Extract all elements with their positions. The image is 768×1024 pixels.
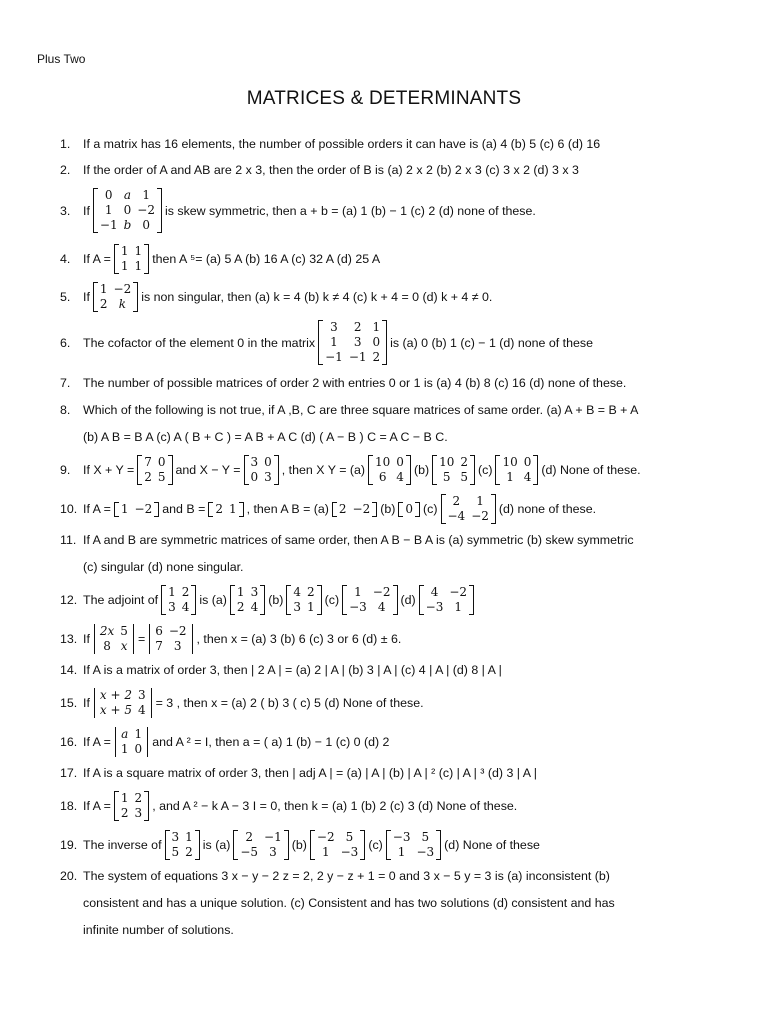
matrix-cell: −3	[340, 845, 359, 859]
matrix-cell: 3	[269, 845, 277, 859]
question-number: 18.	[60, 799, 78, 813]
question-text: If	[83, 203, 90, 218]
question-number: 10.	[60, 502, 78, 516]
matrix-cell: 6	[378, 470, 387, 484]
matrix-cell: 2	[372, 350, 381, 364]
matrix	[495, 455, 538, 485]
option-label: (b)	[413, 463, 430, 477]
matrix-cell: −2	[372, 585, 391, 599]
matrix-cell: 2	[215, 501, 223, 516]
question-number: 4.	[60, 252, 71, 266]
question-15	[60, 688, 744, 718]
question-text: (d) None of these.	[541, 463, 641, 477]
question-text: The number of possible matrices of order 2 with entries 0 or 1 is (a) 4 (b) 8 (c) 16 (d) none of these.	[83, 376, 627, 390]
matrix-cell: 4	[137, 703, 146, 717]
matrix	[114, 791, 149, 821]
question-text: then A ⁵= (a) 5 A (b) 16 A (c) 32 A (d) 25 A	[152, 252, 381, 266]
matrix-cell: −3	[416, 845, 435, 859]
question-text: , then x = (a) 3 (b) 6 (c) 3 or 6 (d) ± 6.	[196, 632, 402, 646]
matrix	[432, 455, 475, 485]
matrix-cell: 0	[396, 455, 404, 469]
matrix-cell: 5	[460, 470, 469, 484]
question-text: is (a)	[199, 593, 227, 607]
question-text: If a matrix has 16 elements, the number of possible orders it can have is (a) 4 (b) 5 (c) 6 (d) 16	[83, 137, 601, 151]
matrix-cell: 8	[103, 639, 111, 653]
question-text: , then X Y = (a)	[281, 463, 366, 477]
matrix-cell: −3	[425, 600, 444, 614]
matrix-cell: 1	[454, 600, 463, 614]
question-text: is (a)	[202, 838, 231, 852]
matrix-cell: 3	[330, 320, 338, 334]
matrix-cell: 0	[142, 218, 150, 232]
matrix-cell: 1	[185, 830, 193, 844]
matrix-cell: 3	[137, 688, 146, 702]
question-number: 3.	[60, 203, 71, 218]
matrix-cell: 3	[353, 335, 362, 349]
question-text: If	[83, 290, 90, 304]
matrix-cell: 1	[372, 320, 381, 334]
question-text: If A =	[83, 735, 111, 749]
matrix-cell: 7	[144, 455, 152, 469]
question-number: 16.	[60, 735, 78, 749]
question-2	[60, 163, 744, 177]
question-number: 6.	[60, 335, 71, 350]
matrix-cell: 1	[168, 585, 176, 599]
question-text: and X − Y =	[175, 463, 241, 477]
question-number: 1.	[60, 137, 71, 151]
question-number: 8.	[60, 403, 71, 417]
question-5	[60, 282, 744, 312]
matrix-cell: 2	[452, 494, 461, 508]
question-text: and A ² = I, then a = ( a) 1 (b) − 1 (c) 0 (d) 2	[152, 735, 390, 749]
matrix-cell: 2	[338, 501, 347, 516]
matrix	[318, 320, 387, 365]
matrix-cell: 10	[502, 455, 518, 469]
matrix	[165, 830, 200, 860]
question-17	[60, 766, 744, 780]
question-text: If A is a square matrix of order 3, then | adj A | = (a) | A | (b) | A | ² (c) | A | ³ (d) 3 | A |	[83, 766, 538, 780]
question-6	[60, 320, 744, 365]
question-text: The inverse of	[83, 838, 162, 852]
question-20	[60, 869, 744, 883]
matrix-cell: 4	[523, 470, 532, 484]
matrix	[368, 455, 411, 485]
matrix-cell: −1	[264, 830, 282, 844]
question-number: 5.	[60, 290, 71, 304]
question-19	[60, 830, 744, 860]
question-number: 12.	[60, 593, 78, 607]
question-8	[60, 403, 744, 417]
question-number: 2.	[60, 163, 71, 177]
question-1	[60, 137, 744, 151]
matrix-cell: 2	[307, 585, 315, 599]
matrix-cell: −2	[134, 501, 153, 516]
matrix-cell: 3	[264, 470, 272, 484]
matrix-cell: 2	[353, 320, 362, 334]
matrix-cell: 0	[157, 455, 166, 469]
matrix-cell: 1	[120, 791, 129, 805]
matrix	[398, 502, 420, 517]
matrix-cell: 5	[345, 830, 354, 844]
matrix	[233, 830, 288, 860]
matrix-cell: 5	[171, 845, 180, 859]
matrix-cell: −2	[137, 203, 155, 217]
question-8-continued: (b) A B = B A (c) A ( B + C ) = A B + A C (d) ( A − B ) C = A C − B C.	[83, 430, 448, 444]
matrix-cell: 1	[330, 335, 338, 349]
matrix-cell: 4	[377, 600, 386, 614]
question-text: is skew symmetric, then a + b = (a) 1 (b) − 1 (c) 2 (d) none of these.	[164, 203, 536, 218]
matrix-cell: 4	[430, 585, 439, 599]
matrix-cell: 0	[123, 203, 132, 217]
determinant	[93, 624, 135, 654]
question-13	[60, 624, 744, 654]
matrix-cell: 1	[397, 845, 406, 859]
matrix-cell: 1	[142, 188, 150, 202]
matrix-cell: 1	[120, 742, 129, 756]
matrix-cell: 3	[173, 639, 182, 653]
matrix-cell: 1	[99, 282, 108, 296]
question-18	[60, 791, 744, 821]
matrix-cell: −4	[447, 509, 466, 523]
matrix-cell: 10	[375, 455, 391, 469]
matrix-cell: 0	[523, 455, 532, 469]
question-text: If A and B are symmetric matrices of same order, then A B − B A is (a) symmetric (b) skew symmetric	[83, 533, 634, 547]
question-7	[60, 376, 744, 390]
question-number: 20.	[60, 869, 78, 883]
question-10	[60, 494, 744, 524]
matrix-cell: 1	[354, 585, 362, 599]
matrix-cell: 0	[134, 742, 143, 756]
matrix-cell: 5	[421, 830, 430, 844]
matrix	[93, 188, 162, 233]
matrix-cell: 1	[104, 203, 113, 217]
matrix-cell: 1	[307, 600, 315, 614]
matrix-cell: 4	[396, 470, 404, 484]
matrix-cell: −2	[168, 624, 187, 638]
matrix-cell: 5	[442, 470, 451, 484]
matrix-cell: k	[118, 297, 127, 311]
matrix-cell: −3	[349, 600, 367, 614]
question-text: The system of equations 3 x − y − 2 z = 2, 2 y − z + 1 = 0 and 3 x − 5 y = 3 is (a) inconsistent (b)	[83, 869, 610, 883]
matrix-cell: 4	[293, 585, 301, 599]
question-text: , then A B = (a)	[246, 502, 329, 516]
matrix-cell: 4	[250, 600, 259, 614]
matrix-cell: 2	[236, 600, 245, 614]
question-11-continued: (c) singular (d) none singular.	[83, 560, 244, 574]
matrix-cell: a	[121, 727, 129, 741]
matrix-cell: 2	[181, 585, 190, 599]
question-number: 15.	[60, 696, 78, 710]
matrix-cell: 2	[134, 791, 143, 805]
matrix	[230, 585, 265, 615]
question-text: (d) None of these	[444, 838, 540, 852]
question-text: and B =	[162, 502, 206, 516]
matrix-cell: −1	[325, 350, 343, 364]
matrix-cell: 1	[228, 501, 237, 516]
question-number: 17.	[60, 766, 78, 780]
question-20-continued: infinite number of solutions.	[83, 923, 234, 937]
question-text: =	[137, 632, 146, 646]
matrix	[332, 502, 377, 517]
matrix	[208, 502, 243, 517]
question-number: 11.	[60, 533, 77, 547]
question-11	[60, 533, 744, 547]
page-header: Plus Two	[37, 52, 86, 66]
matrix-cell: 6	[155, 624, 163, 638]
question-20-continued: consistent and has a unique solution. (c) Consistent and has two solutions (d) consistent and has	[83, 896, 615, 910]
question-text: If A =	[83, 252, 111, 266]
matrix-cell: 1	[120, 259, 129, 273]
matrix	[137, 455, 172, 485]
question-3	[60, 188, 744, 233]
matrix-cell: −2	[449, 585, 468, 599]
option-label: (c)	[324, 593, 340, 607]
matrix-cell: 2x	[99, 624, 115, 638]
matrix	[114, 244, 149, 274]
question-text: Which of the following is not true, if A ,B, C are three square matrices of same order. (a) A + B = B + A	[83, 403, 639, 417]
determinant	[93, 688, 153, 718]
matrix-cell: −1	[99, 218, 118, 232]
question-text: If	[83, 632, 90, 646]
matrix-cell: −2	[113, 282, 132, 296]
matrix	[342, 585, 397, 615]
matrix-cell: a	[123, 188, 132, 202]
option-label: (b)	[291, 838, 307, 852]
option-label: (b)	[268, 593, 284, 607]
matrix-cell: 0	[372, 335, 381, 349]
matrix	[114, 502, 159, 517]
matrix-cell: −2	[352, 501, 371, 516]
matrix-cell: 2	[245, 830, 254, 844]
matrix-cell: x + 5	[99, 703, 132, 717]
matrix	[93, 282, 138, 312]
page-title: MATRICES & DETERMINANTS	[246, 88, 522, 109]
matrix-cell: 0	[264, 455, 272, 469]
matrix-cell: 1	[120, 501, 129, 516]
matrix-cell: b	[123, 218, 132, 232]
matrix-cell: 1	[134, 244, 143, 258]
option-label: (c)	[423, 502, 438, 516]
question-number: 9.	[60, 463, 71, 477]
question-16	[60, 727, 744, 757]
question-text: The adjoint of	[83, 593, 159, 607]
question-14	[60, 663, 744, 677]
question-number: 14.	[60, 663, 78, 677]
matrix-cell: 3	[293, 600, 301, 614]
matrix-cell: 2	[144, 470, 152, 484]
matrix-cell: 4	[181, 600, 190, 614]
matrix-cell: 5	[120, 624, 128, 638]
question-text: If A =	[83, 502, 111, 516]
matrix	[114, 727, 149, 757]
matrix-cell: 3	[134, 806, 143, 820]
question-4	[60, 244, 744, 274]
matrix-cell: 1	[476, 494, 484, 508]
question-text: If	[83, 696, 90, 710]
question-text: If A is a matrix of order 3, then | 2 A | = (a) 2 | A | (b) 3 | A | (c) 4 | A | (d) 8 | A |	[83, 663, 502, 677]
matrix-cell: 2	[460, 455, 469, 469]
matrix-cell: 2	[120, 806, 129, 820]
question-number: 7.	[60, 376, 71, 390]
question-text: = 3 , then x = (a) 2 ( b) 3 ( c) 5 (d) None of these.	[155, 696, 424, 710]
matrix	[386, 830, 441, 860]
question-9	[60, 455, 744, 485]
matrix-cell: 3	[168, 600, 176, 614]
matrix-cell: −2	[316, 830, 335, 844]
matrix	[161, 585, 196, 615]
option-label: (c)	[368, 838, 383, 852]
matrix-cell: 1	[134, 727, 143, 741]
matrix-cell: 3	[171, 830, 180, 844]
matrix	[441, 494, 496, 524]
option-label: (d)	[400, 593, 416, 607]
question-text: is non singular, then (a) k = 4 (b) k ≠ 4 (c) k + 4 = 0 (d) k + 4 ≠ 0.	[141, 290, 493, 304]
matrix	[286, 585, 321, 615]
matrix-cell: 3	[250, 455, 259, 469]
matrix-cell: 7	[155, 639, 163, 653]
matrix-cell: 0	[104, 188, 113, 202]
question-text: (d) none of these.	[498, 502, 597, 516]
matrix-cell: 1	[506, 470, 514, 484]
matrix-cell: 5	[157, 470, 166, 484]
matrix-cell: 2	[185, 845, 193, 859]
question-number: 13.	[60, 632, 78, 646]
matrix	[310, 830, 365, 860]
matrix-cell: 1	[236, 585, 245, 599]
matrix-cell: x + 2	[99, 688, 132, 702]
matrix	[419, 585, 474, 615]
matrix-cell: 2	[99, 297, 108, 311]
question-text: , and A ² − k A − 3 I = 0, then k = (a) 1 (b) 2 (c) 3 (d) None of these.	[152, 799, 518, 813]
matrix-cell: −3	[392, 830, 411, 844]
question-text: If X + Y =	[83, 463, 135, 477]
matrix	[244, 455, 279, 485]
matrix-cell: x	[120, 639, 128, 653]
matrix-cell: 3	[250, 585, 259, 599]
question-text: If A =	[83, 799, 111, 813]
matrix-cell: 10	[439, 455, 455, 469]
question-number: 19.	[60, 838, 78, 852]
matrix-cell: 1	[120, 244, 129, 258]
question-12	[60, 585, 744, 615]
question-text: is (a) 0 (b) 1 (c) − 1 (d) none of these	[390, 335, 593, 350]
matrix-cell: 1	[134, 259, 143, 273]
option-label: (c)	[478, 463, 493, 477]
option-label: (b)	[380, 502, 396, 516]
matrix-cell: 1	[321, 845, 330, 859]
question-text: The cofactor of the element 0 in the matrix	[83, 335, 316, 350]
matrix-cell: 0	[405, 501, 414, 516]
matrix-cell: 0	[250, 470, 259, 484]
matrix-cell: −5	[240, 845, 259, 859]
determinant	[148, 624, 193, 654]
matrix-cell: −2	[471, 509, 489, 523]
matrix-cell: −1	[348, 350, 367, 364]
question-text: If the order of A and AB are 2 x 3, then the order of B is (a) 2 x 2 (b) 2 x 3 (c) 3 x 2 (d) 3 x 3	[83, 163, 579, 177]
